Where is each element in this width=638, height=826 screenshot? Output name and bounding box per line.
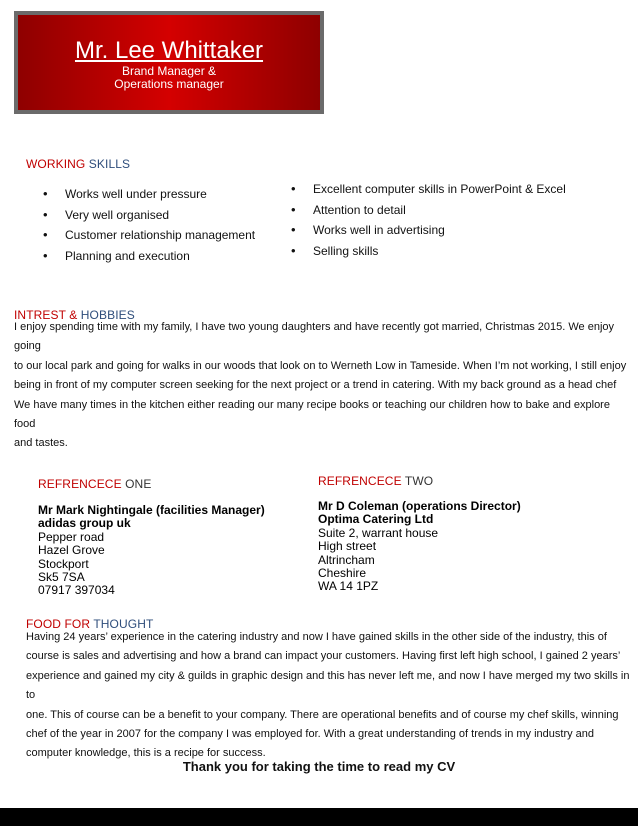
- address-line: Pepper road: [38, 529, 105, 544]
- list-item: • Attention to detail: [286, 203, 626, 224]
- address-line: 07917 397034: [38, 583, 115, 598]
- hobbies-heading-part1: INTREST &: [14, 308, 78, 322]
- ref-one-heading-part2: ONE: [121, 477, 152, 491]
- address-line: Stockport: [38, 556, 89, 571]
- paragraph-line: being in front of my computer screen seeking for the next project or a trend in catering. With my back ground as a head chef: [14, 379, 617, 392]
- name-banner: [14, 11, 324, 114]
- footer-bar: [0, 808, 638, 826]
- hobbies-paragraph: [14, 318, 634, 454]
- address-line: High street: [318, 539, 377, 554]
- food-heading-part2: THOUGHT: [90, 617, 154, 631]
- skills-list-right: [286, 182, 626, 264]
- list-item: • Works well under pressure: [38, 187, 288, 208]
- paragraph-line: I enjoy spending time with my family, I have two young daughters and have recently got married, Christmas 2015. We enjoy going: [14, 321, 615, 353]
- skills-heading-part1: WORKING: [26, 157, 86, 171]
- ref-two-name: Mr D Coleman (operations Director): [318, 499, 521, 513]
- ref-one-company: adidas group uk: [38, 516, 131, 531]
- paragraph-line: experience and gained my city & guilds in graphic design and this has never left me, and now I have merged my two skills in to: [26, 669, 630, 702]
- list-item: • Very well organised: [38, 208, 288, 229]
- list-item: • Excellent computer skills in PowerPoint & Excel: [286, 182, 626, 203]
- list-item: • Customer relationship management: [38, 228, 288, 249]
- skills-heading-part2: SKILLS: [85, 157, 131, 171]
- skills-heading: [26, 157, 130, 171]
- paragraph-line: to our local park and going for walks in our woods that look on to Werneth Low in Tameside. When I’m not working, I still enjoy: [14, 359, 627, 372]
- food-paragraph: [26, 628, 634, 764]
- ref-one-heading-part1: REFRENCECE: [38, 477, 122, 491]
- closing-line: Thank you for taking the time to read my CV: [182, 759, 456, 774]
- reference-one-heading: [38, 477, 151, 491]
- list-item: • Selling skills: [286, 244, 626, 265]
- ref-two-heading-part1: REFRENCECE: [318, 474, 402, 488]
- ref-two-heading-part2: TWO: [401, 474, 434, 488]
- ref-two-company: Optima Catering Ltd: [318, 512, 434, 527]
- paragraph-line: chef of the year in 2007 for the company I was employed for. With a great understanding of trends in my industry and: [26, 728, 595, 741]
- address-line: Suite 2, warrant house: [318, 525, 439, 540]
- reference-two: [318, 500, 618, 594]
- ref-one-name: Mr Mark Nightingale (facilities Manager): [38, 503, 265, 517]
- role-line-1: Brand Manager &: [121, 64, 217, 78]
- reference-one: [38, 504, 298, 598]
- list-item: • Planning and execution: [38, 249, 288, 270]
- address-line: Altrincham: [318, 552, 375, 567]
- hobbies-heading-part2: HOBBIES: [77, 308, 135, 322]
- paragraph-line: We have many times in the kitchen either reading our many recipe books or teaching our children how to bake and explore food: [14, 398, 610, 431]
- reference-two-heading: [318, 474, 433, 488]
- candidate-name: Mr. Lee Whittaker: [74, 37, 264, 64]
- food-heading-part1: FOOD FOR: [26, 617, 91, 631]
- address-line: Hazel Grove: [38, 543, 105, 558]
- paragraph-line: Having 24 years’ experience in the catering industry and now I have gained skills in the other side of the industry, this of: [26, 631, 607, 643]
- paragraph-line: one. This of course can be a benefit to your company. There are operational benefits and of course my chef skills, winning: [26, 708, 619, 721]
- address-line: Cheshire: [318, 566, 367, 581]
- paragraph-line: course is sales and advertising and how a brand can impact your customers. Having first left high school, I gained 2 years’: [26, 650, 621, 663]
- paragraph-line: computer knowledge, this is a recipe for success.: [26, 747, 266, 760]
- list-item: • Works well in advertising: [286, 223, 626, 244]
- address-line: Sk5 7SA: [38, 570, 85, 585]
- paragraph-line: and tastes.: [14, 437, 68, 450]
- role-line-2: Operations manager: [114, 77, 224, 91]
- skills-list-left: [38, 187, 288, 269]
- name-banner-inner: [18, 15, 320, 110]
- address-line: WA 14 1PZ: [318, 579, 379, 594]
